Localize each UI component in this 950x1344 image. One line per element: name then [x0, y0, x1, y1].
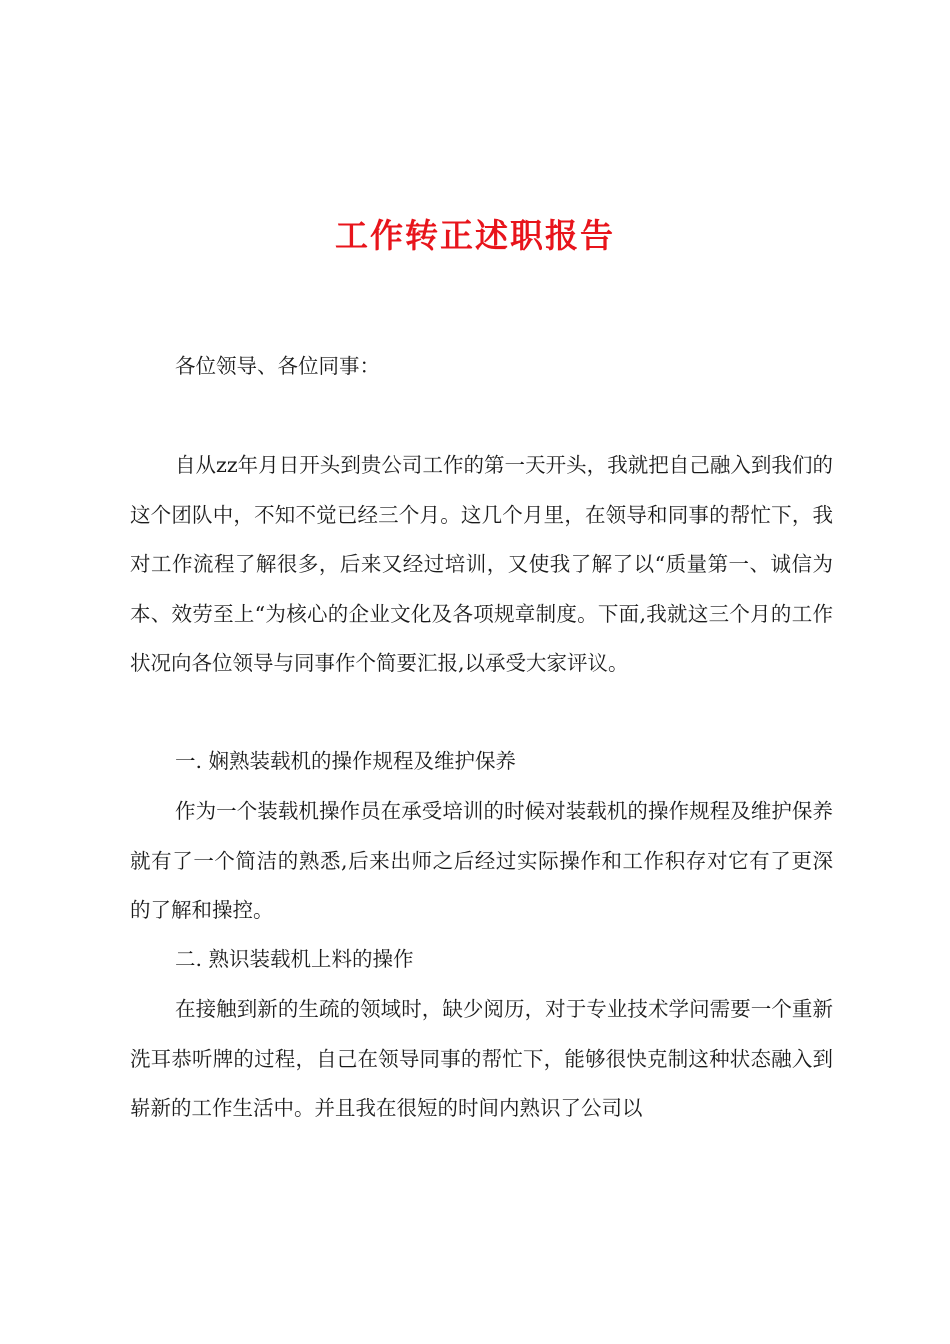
- section-heading-1: 一. 娴熟装载机的操作规程及维护保养: [175, 749, 517, 773]
- paragraph-intro: 自从zz年月日开头到贵公司工作的第一天开头，我就把自己融入到我们的这个团队中，不知不觉已经三个月。这几个月里，在领导和同事的帮忙下，我对工作流程了解很多，后来又经过培训，又使我了解了以“质量第一、诚信为本、效劳至上“为核心的企业文化及各项规章制度。下面,我就这三个月的工作状况向各位领导与同事作个简要汇报,以承受大家评议。: [130, 453, 833, 675]
- salutation: 各位领导、各位同事：: [175, 354, 380, 378]
- section-heading-2: 二. 熟识装载机上料的操作: [175, 947, 414, 971]
- paragraph-section-1: 作为一个装载机操作员在承受培训的时候对装载机的操作规程及维护保养就有了一个简洁的熟悉,后来出师之后经过实际操作和工作积存对它有了更深的了解和操控。: [130, 799, 833, 922]
- paragraph-section-2: 在接触到新的生疏的领域时，缺少阅历，对于专业技术学问需要一个重新洗耳恭听牌的过程，自己在领导同事的帮忙下，能够很快克制这种状态融入到崭新的工作生活中。并且我在很短的时间内熟识了公司以: [130, 997, 833, 1120]
- document-title: 工作转正述职报告: [335, 216, 615, 255]
